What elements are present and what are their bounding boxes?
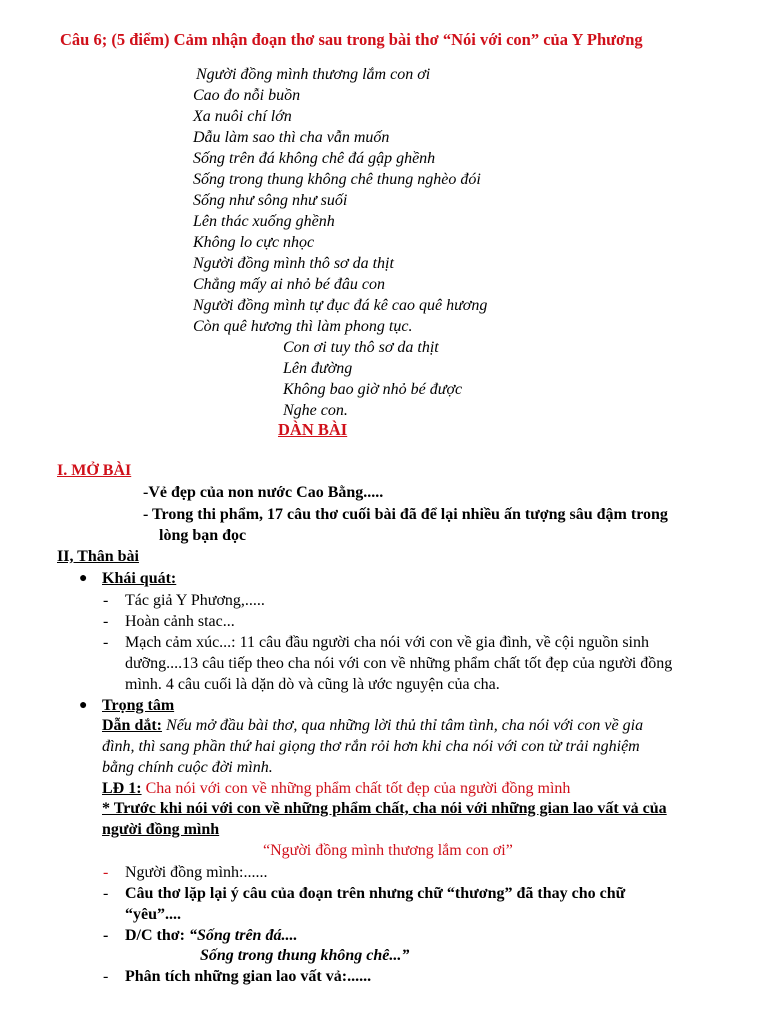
poem-line: Cao đo nỗi buồn [193, 87, 301, 104]
citation-verse: “Sống trên đá.... [188, 927, 298, 944]
poem-line: Lên thác xuống ghềnh [193, 213, 335, 230]
lead-text-continuation: bằng chính cuộc đời mình. [102, 759, 273, 776]
poem-line: Không lo cực nhọc [193, 234, 315, 251]
dash-icon: - [103, 927, 109, 944]
citation-verse-continuation: Sống trong thung không chê...” [200, 947, 410, 964]
poem-line: Dẫu làm sao thì cha vẫn muốn [193, 129, 390, 146]
focus-item: Phân tích những gian lao vất vả:...... [125, 968, 372, 985]
lead-text: Nếu mở đầu bài thơ, qua những lời thủ thỉ tâm tình, cha nói với con về gia [162, 717, 644, 734]
focus-label: Trọng tâm [102, 697, 175, 714]
poem-line-indented: Nghe con. [283, 402, 348, 419]
ld1-label: LĐ 1: [102, 780, 142, 797]
ld1-line [102, 780, 570, 798]
poem-line: Người đồng mình tự đục đá kê cao quê hương [193, 297, 488, 314]
lead-label: Dẫn dắt: [102, 717, 163, 734]
bullet-icon: ● [79, 698, 88, 713]
overview-item: Hoàn cảnh stac... [125, 613, 235, 630]
dash-icon: - [103, 864, 109, 881]
section-heading-body: II, Thân bài [57, 548, 139, 565]
outline-title: DÀN BÀI [278, 420, 348, 439]
quoted-verse: “Người đồng mình thương lắm con ơi” [263, 842, 513, 859]
citation-label: D/C thơ: [125, 927, 189, 944]
overview-item-continuation: dưỡng....13 câu tiếp theo cha nói với con về những phẩm chất tốt đẹp của người đồng [125, 655, 673, 672]
intro-item-continuation: lòng bạn đọc [159, 527, 247, 544]
poem-line: Sống như sông như suối [193, 192, 348, 209]
poem-line: Sống trong thung không chê thung nghèo đói [193, 171, 481, 188]
poem-line: Sống trên đá không chê đá gập ghềnh [193, 150, 436, 167]
overview-item: Mạch cảm xúc...: 11 câu đầu người cha nói với con về gia đình, về cội nguồn sinh [125, 634, 649, 651]
overview-item-continuation: mình. 4 câu cuối là dặn dò và cũng là ước nguyện của cha. [125, 676, 500, 693]
question-title: Câu 6; (5 điểm) Cảm nhận đoạn thơ sau trong bài thơ “Nói với con” của Y Phương [60, 30, 643, 49]
intro-item: - Trong thi phẩm, 17 câu thơ cuối bài đã để lại nhiều ấn tượng sâu đậm trong [143, 506, 668, 523]
lead-text-continuation: đình, thì sang phần thứ hai giọng thơ rắn rỏi hơn khi cha nói với con từ trải nghiệm [102, 738, 640, 755]
dash-icon: - [103, 634, 109, 651]
poem-line: Người đồng mình thương lắm con ơi [196, 66, 431, 83]
overview-item: Tác giả Y Phương,..... [125, 592, 265, 609]
poem-line-indented: Con ơi tuy thô sơ da thịt [283, 339, 439, 356]
poem-line: Chẳng mấy ai nhỏ bé đâu con [193, 276, 385, 293]
dash-icon: - [103, 592, 109, 609]
dash-icon: - [103, 885, 109, 902]
poem-line: Còn quê hương thì làm phong tục. [193, 318, 413, 335]
poem-line: Người đồng mình thô sơ da thịt [193, 255, 394, 272]
poem-line-indented: Lên đường [283, 360, 353, 377]
ld1-text: Cha nói với con về những phẩm chất tốt đẹp của người đồng mình [141, 780, 571, 797]
bullet-icon: ● [79, 571, 88, 586]
poem-line: Xa nuôi chí lớn [193, 108, 292, 125]
intro-item: -Vẻ đẹp của non nước Cao Bằng..... [143, 484, 384, 501]
citation-line [125, 927, 297, 945]
poem-line-indented: Không bao giờ nhỏ bé được [283, 381, 463, 398]
overview-label: Khái quát: [102, 570, 177, 587]
dash-icon: - [103, 613, 109, 630]
section-heading-intro: I. MỞ BÀI [57, 462, 132, 479]
star-note: * Trước khi nói với con về những phẩm chất, cha nói với những gian lao vất vả của [102, 800, 667, 817]
star-note-continuation: người đồng mình [102, 821, 220, 838]
dash-icon: - [103, 968, 109, 985]
focus-item: Người đồng mình:...... [125, 864, 268, 881]
focus-item: Câu thơ lặp lại ý câu của đoạn trên nhưng chữ “thương” đã thay cho chữ [125, 885, 626, 902]
lead-paragraph [102, 717, 643, 735]
focus-item-continuation: “yêu”.... [125, 906, 181, 923]
